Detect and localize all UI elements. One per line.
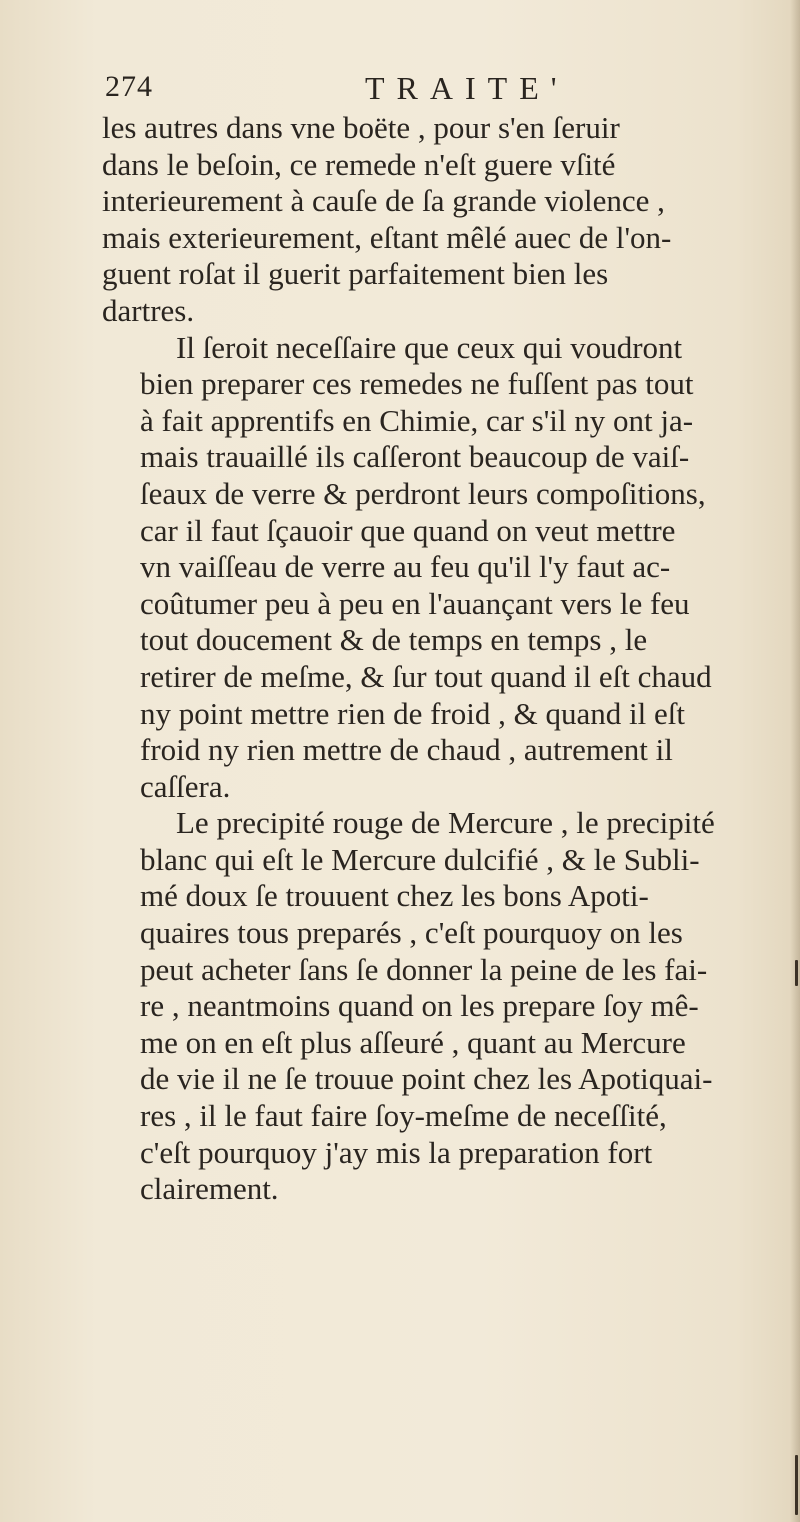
text-line: mé doux ſe trouuent chez les bons Apoti-: [140, 878, 649, 914]
text-line: ny point mettre rien de froid , & quand il eſt: [140, 695, 685, 731]
text-line: Le precipité rouge de Mercure , le precipité: [176, 805, 715, 841]
text-line: guent roſat il guerit parfaitement bien les: [102, 256, 609, 292]
text-line: me on en eſt plus aſſeuré , quant au Mercure: [140, 1024, 686, 1060]
text-line: ſeaux de verre & perdront leurs compoſitions,: [140, 475, 706, 511]
text-line: de vie il ne ſe trouue point chez les Apotiquai-: [140, 1061, 713, 1097]
text-line: Il ſeroit neceſſaire que ceux qui voudront: [176, 329, 683, 365]
page-number: 274: [105, 70, 153, 103]
text-line: clairement.: [140, 1171, 279, 1207]
text-line: res , il le faut faire ſoy-meſme de neceſſité,: [140, 1098, 667, 1134]
text-line: re , neantmoins quand on les prepare ſoy mê-: [140, 988, 699, 1024]
paragraph: [102, 110, 767, 330]
text-line: mais exterieurement, eſtant mêlé auec de l'on-: [102, 219, 672, 255]
text-line: car il faut ſçauoir que quand on veut mettre: [140, 512, 676, 548]
text-line: vn vaiſſeau de verre au feu qu'il l'y faut ac-: [140, 549, 671, 585]
text-line: interieurement à cauſe de ſa grande violence ,: [102, 183, 665, 219]
paragraph: [102, 330, 767, 806]
text-line: peut acheter ſans ſe donner la peine de les fai-: [140, 951, 708, 987]
text-line: quaires tous preparés , c'eſt pourquoy on les: [140, 915, 683, 951]
text-line: dartres.: [102, 292, 195, 328]
text-line: les autres dans vne boëte , pour s'en ſeruir: [102, 110, 620, 145]
text-line: mais trauaillé ils caſſeront beaucoup de vaiſ-: [140, 439, 690, 475]
text-line: bien preparer ces remedes ne fuſſent pas tout: [140, 366, 694, 402]
text-line: dans le beſoin, ce remede n'eſt guere vſité: [102, 146, 616, 182]
text-line: retirer de meſme, & ſur tout quand il eſt chaud: [140, 658, 712, 694]
page-header: [105, 70, 765, 114]
paragraph: [102, 805, 767, 1208]
edge-mark: [795, 1455, 798, 1515]
text-line: tout doucement & de temps en temps , le: [140, 622, 648, 658]
body-text: [102, 110, 767, 1208]
text-line: caſſera.: [140, 768, 231, 804]
text-line: froid ny rien mettre de chaud , autrement il: [140, 732, 673, 768]
text-line: coûtumer peu à peu en l'auançant vers le feu: [140, 585, 690, 621]
text-line: c'eſt pourquoy j'ay mis la preparation fort: [140, 1134, 653, 1170]
edge-mark: [795, 960, 798, 986]
text-line: à fait apprentifs en Chimie, car s'il ny ont ja-: [140, 402, 694, 438]
text-line: blanc qui eſt le Mercure dulcifié , & le Subli-: [140, 841, 700, 877]
page-edge-shadow: [790, 0, 800, 1522]
running-title: TRAITE': [365, 70, 569, 106]
